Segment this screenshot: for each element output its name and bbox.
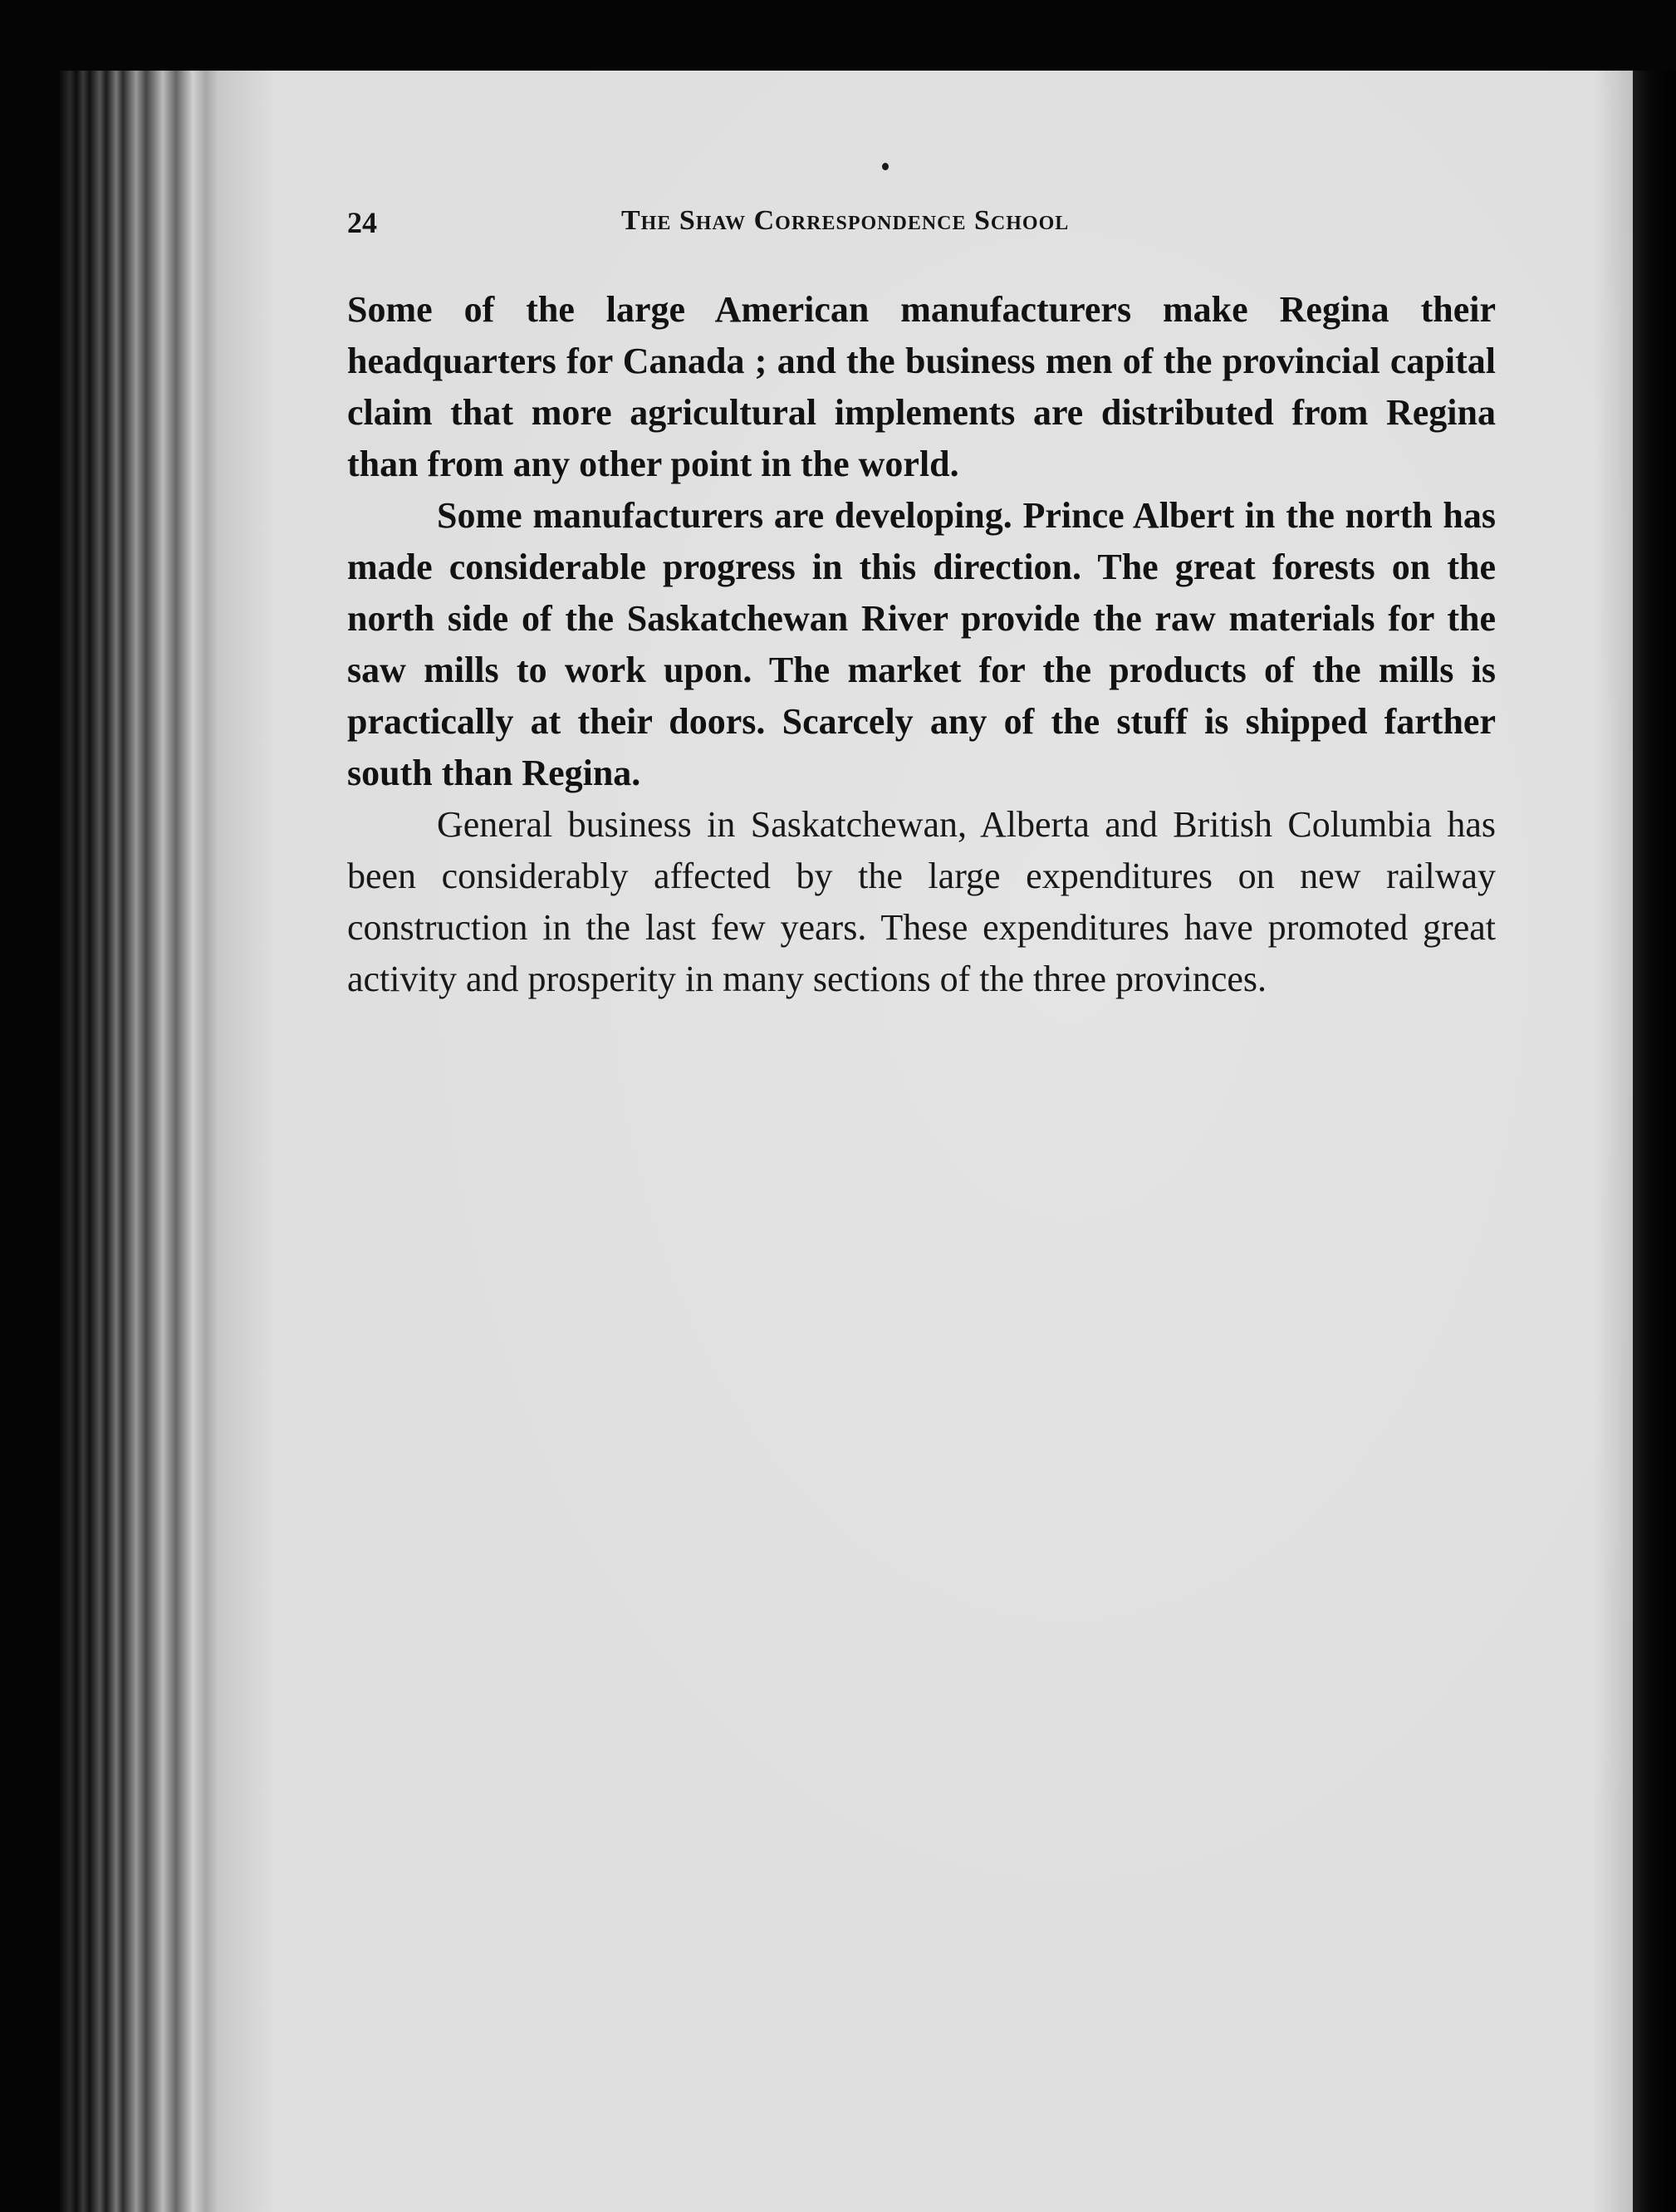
running-head: [347, 205, 1261, 242]
paragraph: Some manufacturers are developing. Prince Albert in the north has made considerable progress in this direction. The great forests on the north side of the Saskatchewan River provide the raw materials for the saw mills to work upon. The market for the products of the mills is practically at their doors. Scarcely any of the stuff is shipped farther south than Regina.: [347, 495, 1496, 793]
paragraph: General business in Saskatchewan, Alberta and British Columbia has been considerably affected by the large expenditures on new railway construction in the last few years. These expenditures have promoted great activity and prosperity in many sections of the three provinces.: [347, 804, 1496, 999]
running-head-title: The Shaw Correspondence School: [621, 205, 1070, 236]
page-number: 24: [347, 206, 377, 239]
ink-speck: [882, 163, 889, 170]
page-right-edge: [1633, 71, 1676, 2212]
book-binding-edge: [60, 71, 226, 2212]
paragraph: Some of the large American manufacturers make Regina their headquarters for Canada ; and the business men of the provincial capital claim that more agricultural implements are distributed from Regina than from any other point in the world.: [347, 289, 1496, 484]
body-text: [347, 284, 1496, 1005]
